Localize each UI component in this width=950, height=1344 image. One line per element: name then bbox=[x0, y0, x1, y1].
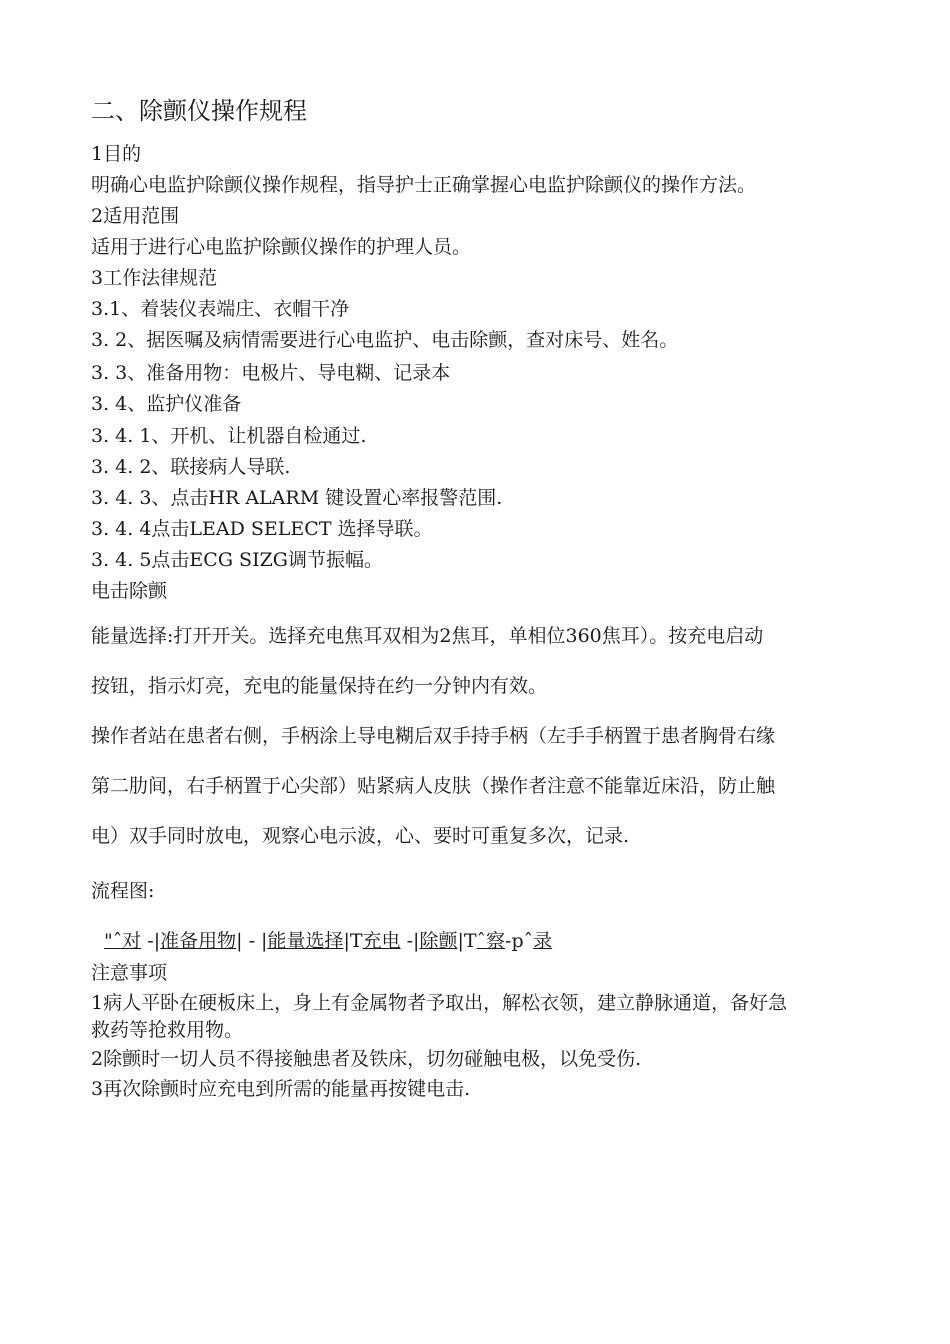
norm-subitem: 3. 4. 5点击ECG SIZG调节振幅。 bbox=[91, 549, 383, 571]
energy-paragraph-line: 按钮，指示灯亮，充电的能量保持在约一分钟内有效。 bbox=[91, 675, 548, 697]
flow-connector: -| bbox=[400, 930, 420, 952]
flow-connector: -| bbox=[141, 930, 161, 952]
norm-subitem: 3. 4. 4点击LEAD SELECT 选择导联。 bbox=[91, 518, 433, 540]
operation-paragraph-line: 第二肋间，右手柄置于心尖部）贴紧病人皮肤（操作者注意不能靠近床沿，防止触 bbox=[91, 775, 776, 797]
flow-step-defib: 除颤 bbox=[419, 930, 458, 952]
section-norms-title: 3工作法律规范 bbox=[91, 267, 218, 289]
energy-paragraph-line: 能量选择:打开开关。选择充电焦耳双相为2焦耳，单相位360焦耳）。按充电启动 bbox=[91, 625, 764, 647]
page-title: 二、除颤仪操作规程 bbox=[91, 97, 307, 125]
note-item: 2除颤时一切人员不得接触患者及铁床，切勿碰触电极，以免受伤. bbox=[91, 1048, 642, 1070]
flow-step-record: 录 bbox=[533, 930, 553, 952]
flow-step-energy: 能量选择 bbox=[267, 930, 344, 952]
flow-step-charge: 充电 bbox=[362, 930, 401, 952]
flow-step-observe: ˆ察 bbox=[476, 930, 506, 952]
section-scope-title: 2适用范围 bbox=[91, 205, 180, 227]
section-scope-text: 适用于进行心电监护除颤仪操作的护理人员。 bbox=[91, 236, 472, 258]
flowchart-line bbox=[104, 929, 552, 953]
note-item-continued: 救药等抢救用物。 bbox=[91, 1019, 244, 1041]
note-item: 1病人平卧在硬板床上，身上有金属物者予取出，解松衣领，建立静脉通道，备好急 bbox=[91, 992, 788, 1014]
note-item: 3再次除颤时应充电到所需的能量再按键电击. bbox=[91, 1078, 471, 1100]
section-purpose-title: 1目的 bbox=[91, 143, 142, 165]
notes-title: 注意事项 bbox=[91, 962, 168, 984]
norm-item: 3. 4、监护仪准备 bbox=[91, 393, 242, 415]
flowchart-title: 流程图: bbox=[91, 880, 155, 902]
flow-connector: |T bbox=[343, 930, 363, 952]
norm-subitem: 3. 4. 3、点击HR ALARM 键设置心率报警范围. bbox=[91, 487, 503, 509]
norm-subitem: 3. 4. 2、联接病人导联. bbox=[91, 456, 291, 478]
operation-paragraph-line: 操作者站在患者右侧，手柄涂上导电糊后双手持手柄（左手手柄置于患者胸骨右缘 bbox=[91, 725, 776, 747]
flow-connector: | - | bbox=[236, 930, 268, 952]
flow-step-check: "ˆ对 bbox=[104, 930, 142, 952]
norm-item: 3.1、着装仪表端庄、衣帽干净 bbox=[91, 298, 350, 320]
flow-connector: |T bbox=[457, 930, 477, 952]
operation-paragraph-line: 电）双手同时放电，观察心电示波，心、要时可重复多次，记录. bbox=[91, 825, 630, 847]
flow-connector: -pˆ bbox=[505, 930, 534, 952]
section-purpose-text: 明确心电监护除颤仪操作规程，指导护士正确掌握心电监护除颤仪的操作方法。 bbox=[91, 174, 757, 196]
flow-step-prepare: 准备用物 bbox=[160, 930, 237, 952]
norm-item: 3. 2、据医嘱及病情需要进行心电监护、电击除颤，查对床号、姓名。 bbox=[91, 329, 679, 351]
shock-title: 电击除颤 bbox=[91, 580, 168, 602]
norm-item: 3. 3、准备用物：电极片、导电糊、记录本 bbox=[91, 362, 451, 384]
norm-subitem: 3. 4. 1、开机、让机器自检通过. bbox=[91, 425, 367, 447]
